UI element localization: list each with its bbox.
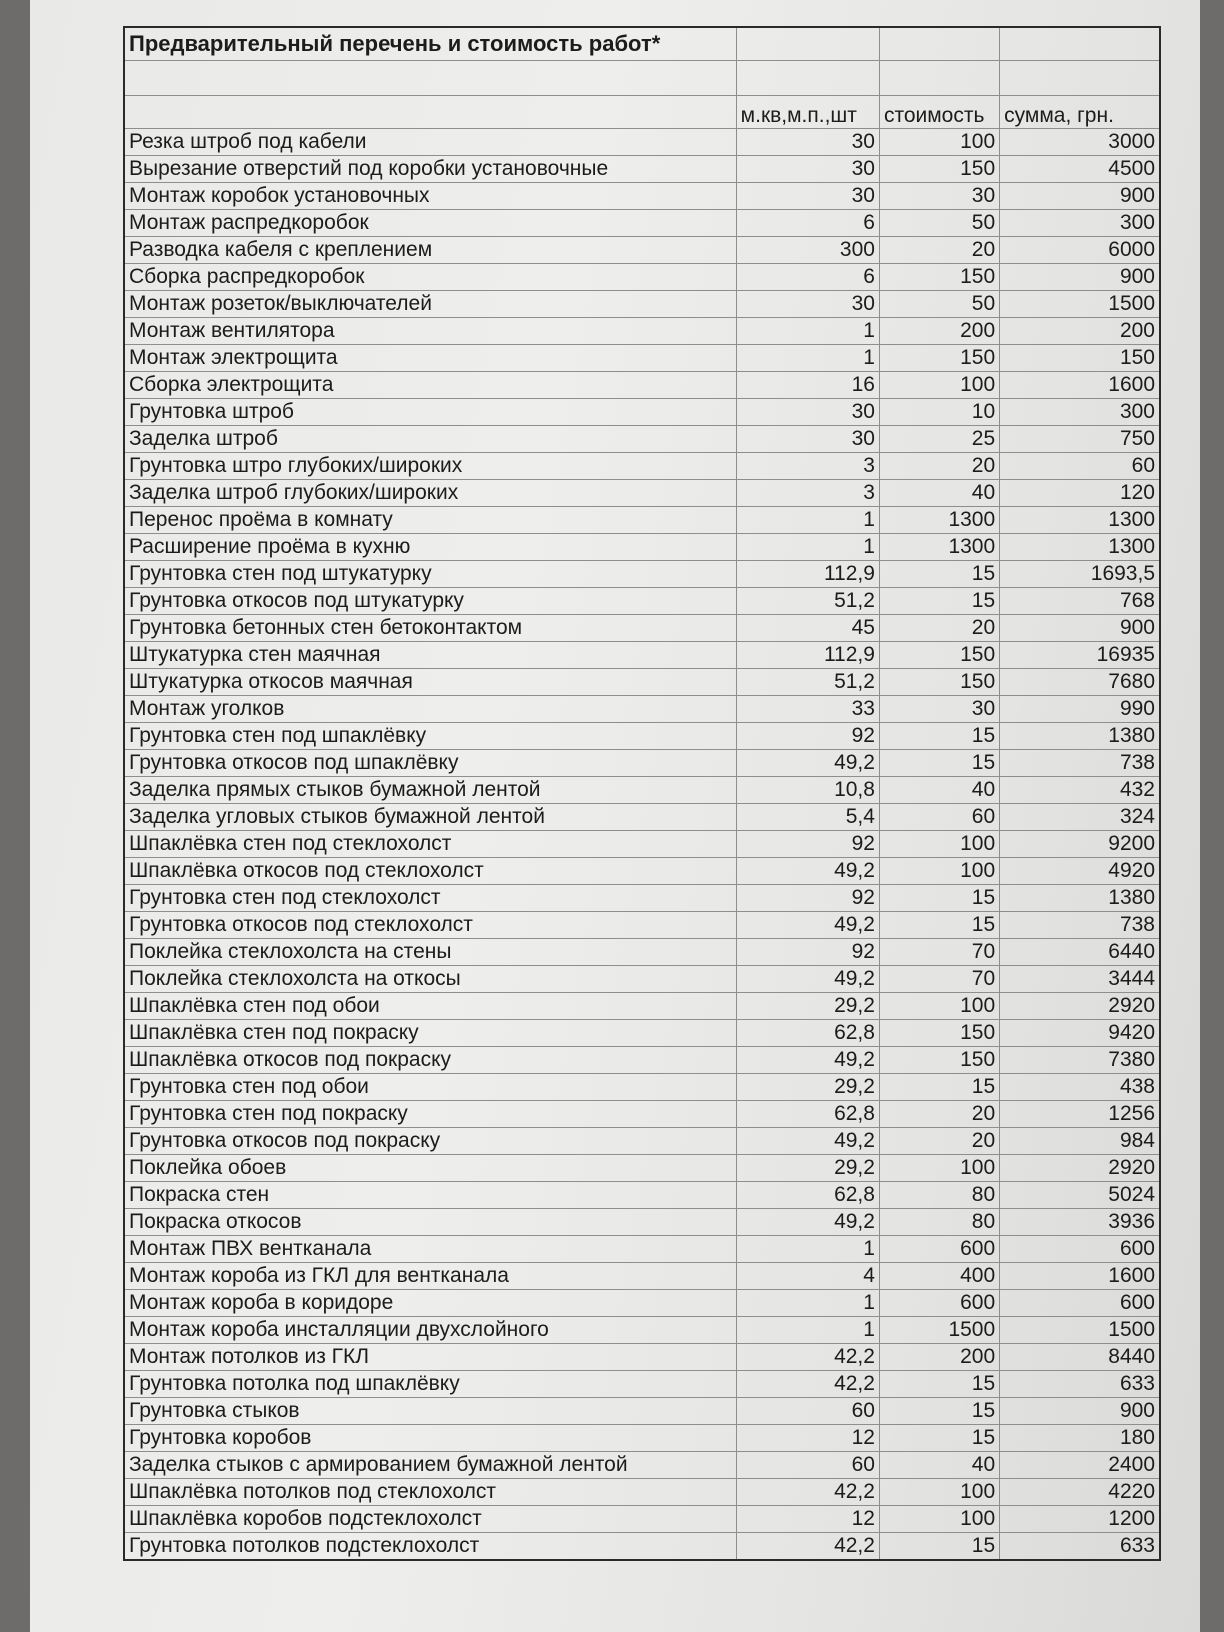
row-name-cell: Грунтовка стыков xyxy=(125,1398,736,1425)
row-sum-cell: 200 xyxy=(1000,318,1159,345)
spacer-row xyxy=(125,61,1159,96)
row-sum-cell: 1200 xyxy=(1000,1506,1159,1533)
table-row xyxy=(125,615,1159,642)
row-sum-cell: 633 xyxy=(1000,1533,1159,1560)
row-name-cell: Вырезание отверстий под коробки установочные xyxy=(125,156,736,183)
row-price-cell: 40 xyxy=(879,480,999,507)
empty-cell xyxy=(736,61,879,96)
column-header-name xyxy=(125,96,736,129)
row-name-cell: Грунтовка откосов под покраску xyxy=(125,1128,736,1155)
table-row xyxy=(125,183,1159,210)
row-qty-cell: 49,2 xyxy=(736,1209,879,1236)
row-price-cell: 100 xyxy=(879,1155,999,1182)
row-sum-cell: 2400 xyxy=(1000,1452,1159,1479)
table-row xyxy=(125,858,1159,885)
row-price-cell: 70 xyxy=(879,966,999,993)
row-qty-cell: 30 xyxy=(736,399,879,426)
table-row xyxy=(125,507,1159,534)
row-qty-cell: 6 xyxy=(736,264,879,291)
row-price-cell: 15 xyxy=(879,1533,999,1560)
row-sum-cell: 7380 xyxy=(1000,1047,1159,1074)
table-row xyxy=(125,750,1159,777)
row-name-cell: Покраска откосов xyxy=(125,1209,736,1236)
row-sum-cell: 9420 xyxy=(1000,1020,1159,1047)
row-qty-cell: 1 xyxy=(736,1317,879,1344)
row-sum-cell: 3444 xyxy=(1000,966,1159,993)
row-sum-cell: 1600 xyxy=(1000,372,1159,399)
row-qty-cell: 3 xyxy=(736,453,879,480)
row-name-cell: Заделка штроб глубоких/широких xyxy=(125,480,736,507)
row-price-cell: 15 xyxy=(879,750,999,777)
row-sum-cell: 1500 xyxy=(1000,291,1159,318)
row-sum-cell: 6440 xyxy=(1000,939,1159,966)
column-header-row xyxy=(125,96,1159,129)
row-sum-cell: 3000 xyxy=(1000,129,1159,156)
row-sum-cell: 324 xyxy=(1000,804,1159,831)
row-name-cell: Шпаклёвка стен под покраску xyxy=(125,1020,736,1047)
row-name-cell: Заделка угловых стыков бумажной лентой xyxy=(125,804,736,831)
row-sum-cell: 1256 xyxy=(1000,1101,1159,1128)
row-qty-cell: 92 xyxy=(736,939,879,966)
row-sum-cell: 1600 xyxy=(1000,1263,1159,1290)
row-price-cell: 150 xyxy=(879,1047,999,1074)
row-qty-cell: 12 xyxy=(736,1506,879,1533)
table-row xyxy=(125,1506,1159,1533)
row-qty-cell: 30 xyxy=(736,129,879,156)
row-name-cell: Заделка прямых стыков бумажной лентой xyxy=(125,777,736,804)
row-price-cell: 60 xyxy=(879,804,999,831)
row-name-cell: Грунтовка коробов xyxy=(125,1425,736,1452)
row-sum-cell: 2920 xyxy=(1000,1155,1159,1182)
row-price-cell: 15 xyxy=(879,1371,999,1398)
row-price-cell: 150 xyxy=(879,156,999,183)
column-header-qty: м.кв,м.п.,шт xyxy=(736,96,879,129)
row-qty-cell: 30 xyxy=(736,291,879,318)
empty-cell xyxy=(125,61,736,96)
row-price-cell: 40 xyxy=(879,777,999,804)
row-name-cell: Шпаклёвка откосов под покраску xyxy=(125,1047,736,1074)
row-price-cell: 150 xyxy=(879,642,999,669)
title-row xyxy=(125,28,1159,61)
price-list-table xyxy=(125,28,1159,1559)
row-price-cell: 15 xyxy=(879,561,999,588)
row-name-cell: Грунтовка стен под покраску xyxy=(125,1101,736,1128)
row-price-cell: 15 xyxy=(879,588,999,615)
row-sum-cell: 4920 xyxy=(1000,858,1159,885)
row-qty-cell: 5,4 xyxy=(736,804,879,831)
row-price-cell: 50 xyxy=(879,210,999,237)
row-sum-cell: 738 xyxy=(1000,912,1159,939)
row-price-cell: 20 xyxy=(879,615,999,642)
table-row xyxy=(125,534,1159,561)
row-sum-cell: 8440 xyxy=(1000,1344,1159,1371)
row-price-cell: 200 xyxy=(879,318,999,345)
table-row xyxy=(125,831,1159,858)
empty-cell xyxy=(879,28,999,61)
empty-cell xyxy=(1000,28,1159,61)
row-name-cell: Покраска стен xyxy=(125,1182,736,1209)
row-qty-cell: 60 xyxy=(736,1452,879,1479)
row-price-cell: 20 xyxy=(879,1101,999,1128)
table-row xyxy=(125,1236,1159,1263)
row-name-cell: Монтаж электрощита xyxy=(125,345,736,372)
table-row xyxy=(125,345,1159,372)
row-price-cell: 150 xyxy=(879,264,999,291)
table-row xyxy=(125,1398,1159,1425)
row-qty-cell: 6 xyxy=(736,210,879,237)
row-name-cell: Резка штроб под кабели xyxy=(125,129,736,156)
row-name-cell: Штукатурка откосов маячная xyxy=(125,669,736,696)
row-qty-cell: 30 xyxy=(736,156,879,183)
row-name-cell: Шпаклёвка откосов под стеклохолст xyxy=(125,858,736,885)
empty-cell xyxy=(879,61,999,96)
row-price-cell: 15 xyxy=(879,1425,999,1452)
row-name-cell: Монтаж коробок установочных xyxy=(125,183,736,210)
row-qty-cell: 29,2 xyxy=(736,1155,879,1182)
row-qty-cell: 49,2 xyxy=(736,966,879,993)
table-row xyxy=(125,669,1159,696)
row-name-cell: Разводка кабеля с креплением xyxy=(125,237,736,264)
row-sum-cell: 1300 xyxy=(1000,507,1159,534)
row-price-cell: 150 xyxy=(879,1020,999,1047)
row-qty-cell: 3 xyxy=(736,480,879,507)
row-name-cell: Расширение проёма в кухню xyxy=(125,534,736,561)
row-qty-cell: 92 xyxy=(736,723,879,750)
row-price-cell: 1500 xyxy=(879,1317,999,1344)
row-price-cell: 150 xyxy=(879,669,999,696)
row-sum-cell: 300 xyxy=(1000,210,1159,237)
row-name-cell: Шпаклёвка коробов подстеклохолст xyxy=(125,1506,736,1533)
table-row xyxy=(125,372,1159,399)
table-row xyxy=(125,1317,1159,1344)
row-sum-cell: 1693,5 xyxy=(1000,561,1159,588)
table-row xyxy=(125,264,1159,291)
row-name-cell: Грунтовка потолков подстеклохолст xyxy=(125,1533,736,1560)
row-price-cell: 20 xyxy=(879,453,999,480)
row-qty-cell: 112,9 xyxy=(736,561,879,588)
table-row xyxy=(125,1020,1159,1047)
row-name-cell: Заделка штроб xyxy=(125,426,736,453)
row-price-cell: 1300 xyxy=(879,534,999,561)
row-name-cell: Поклейка стеклохолста на стены xyxy=(125,939,736,966)
row-sum-cell: 900 xyxy=(1000,1398,1159,1425)
table-row xyxy=(125,696,1159,723)
row-price-cell: 15 xyxy=(879,912,999,939)
row-sum-cell: 900 xyxy=(1000,264,1159,291)
row-qty-cell: 1 xyxy=(736,1236,879,1263)
row-qty-cell: 92 xyxy=(736,831,879,858)
table-row xyxy=(125,912,1159,939)
row-sum-cell: 432 xyxy=(1000,777,1159,804)
row-price-cell: 20 xyxy=(879,237,999,264)
row-name-cell: Поклейка стеклохолста на откосы xyxy=(125,966,736,993)
row-qty-cell: 49,2 xyxy=(736,1047,879,1074)
row-sum-cell: 990 xyxy=(1000,696,1159,723)
row-price-cell: 15 xyxy=(879,723,999,750)
row-sum-cell: 7680 xyxy=(1000,669,1159,696)
row-price-cell: 80 xyxy=(879,1182,999,1209)
table-row xyxy=(125,1533,1159,1560)
row-name-cell: Сборка распредкоробок xyxy=(125,264,736,291)
table-title: Предварительный перечень и стоимость работ* xyxy=(129,31,661,56)
table-row xyxy=(125,1074,1159,1101)
table-row xyxy=(125,966,1159,993)
row-sum-cell: 750 xyxy=(1000,426,1159,453)
table-row xyxy=(125,642,1159,669)
row-price-cell: 20 xyxy=(879,1128,999,1155)
row-qty-cell: 112,9 xyxy=(736,642,879,669)
row-price-cell: 100 xyxy=(879,1506,999,1533)
row-price-cell: 80 xyxy=(879,1209,999,1236)
row-qty-cell: 62,8 xyxy=(736,1182,879,1209)
row-price-cell: 100 xyxy=(879,129,999,156)
table-row xyxy=(125,210,1159,237)
row-qty-cell: 49,2 xyxy=(736,912,879,939)
row-qty-cell: 45 xyxy=(736,615,879,642)
table-row xyxy=(125,777,1159,804)
row-price-cell: 40 xyxy=(879,1452,999,1479)
table-row xyxy=(125,1209,1159,1236)
row-price-cell: 70 xyxy=(879,939,999,966)
row-qty-cell: 33 xyxy=(736,696,879,723)
table-row xyxy=(125,1155,1159,1182)
row-qty-cell: 42,2 xyxy=(736,1479,879,1506)
table-row xyxy=(125,723,1159,750)
row-sum-cell: 600 xyxy=(1000,1290,1159,1317)
table-row xyxy=(125,885,1159,912)
row-qty-cell: 49,2 xyxy=(736,750,879,777)
row-sum-cell: 180 xyxy=(1000,1425,1159,1452)
row-qty-cell: 92 xyxy=(736,885,879,912)
table-row xyxy=(125,156,1159,183)
row-sum-cell: 438 xyxy=(1000,1074,1159,1101)
table-row xyxy=(125,1101,1159,1128)
row-name-cell: Грунтовка откосов под стеклохолст xyxy=(125,912,736,939)
row-name-cell: Грунтовка стен под обои xyxy=(125,1074,736,1101)
row-qty-cell: 1 xyxy=(736,1290,879,1317)
row-sum-cell: 2920 xyxy=(1000,993,1159,1020)
row-name-cell: Грунтовка бетонных стен бетоконтактом xyxy=(125,615,736,642)
table-row xyxy=(125,804,1159,831)
table-row xyxy=(125,1344,1159,1371)
table-row xyxy=(125,237,1159,264)
row-sum-cell: 900 xyxy=(1000,183,1159,210)
table-row xyxy=(125,1452,1159,1479)
row-sum-cell: 4220 xyxy=(1000,1479,1159,1506)
row-name-cell: Грунтовка штроб xyxy=(125,399,736,426)
row-name-cell: Монтаж потолков из ГКЛ xyxy=(125,1344,736,1371)
row-price-cell: 15 xyxy=(879,885,999,912)
price-list-table-frame xyxy=(123,26,1161,1561)
table-row xyxy=(125,1263,1159,1290)
row-name-cell: Монтаж короба в коридоре xyxy=(125,1290,736,1317)
row-sum-cell: 4500 xyxy=(1000,156,1159,183)
row-qty-cell: 29,2 xyxy=(736,993,879,1020)
table-row xyxy=(125,318,1159,345)
row-name-cell: Грунтовка стен под штукатурку xyxy=(125,561,736,588)
row-price-cell: 1300 xyxy=(879,507,999,534)
row-name-cell: Перенос проёма в комнату xyxy=(125,507,736,534)
row-qty-cell: 1 xyxy=(736,345,879,372)
row-sum-cell: 633 xyxy=(1000,1371,1159,1398)
row-qty-cell: 12 xyxy=(736,1425,879,1452)
table-row xyxy=(125,561,1159,588)
row-sum-cell: 3936 xyxy=(1000,1209,1159,1236)
row-sum-cell: 984 xyxy=(1000,1128,1159,1155)
row-sum-cell: 768 xyxy=(1000,588,1159,615)
row-name-cell: Монтаж распредкоробок xyxy=(125,210,736,237)
table-row xyxy=(125,1290,1159,1317)
row-price-cell: 100 xyxy=(879,831,999,858)
table-row xyxy=(125,480,1159,507)
row-name-cell: Шпаклёвка стен под стеклохолст xyxy=(125,831,736,858)
row-sum-cell: 120 xyxy=(1000,480,1159,507)
row-name-cell: Штукатурка стен маячная xyxy=(125,642,736,669)
row-price-cell: 100 xyxy=(879,993,999,1020)
row-qty-cell: 10,8 xyxy=(736,777,879,804)
row-qty-cell: 49,2 xyxy=(736,858,879,885)
table-row xyxy=(125,993,1159,1020)
row-name-cell: Шпаклёвка стен под обои xyxy=(125,993,736,1020)
row-name-cell: Грунтовка откосов под штукатурку xyxy=(125,588,736,615)
row-qty-cell: 30 xyxy=(736,183,879,210)
empty-cell xyxy=(1000,61,1159,96)
row-name-cell: Монтаж короба из ГКЛ для вентканала xyxy=(125,1263,736,1290)
row-sum-cell: 9200 xyxy=(1000,831,1159,858)
row-qty-cell: 51,2 xyxy=(736,669,879,696)
row-qty-cell: 49,2 xyxy=(736,1128,879,1155)
row-name-cell: Грунтовка потолка под шпаклёвку xyxy=(125,1371,736,1398)
row-qty-cell: 42,2 xyxy=(736,1344,879,1371)
row-name-cell: Монтаж розеток/выключателей xyxy=(125,291,736,318)
column-header-sum: сумма, грн. xyxy=(1000,96,1159,129)
column-header-price: стоимость xyxy=(879,96,999,129)
row-sum-cell: 900 xyxy=(1000,615,1159,642)
row-sum-cell: 300 xyxy=(1000,399,1159,426)
row-price-cell: 10 xyxy=(879,399,999,426)
row-qty-cell: 1 xyxy=(736,534,879,561)
row-name-cell: Монтаж ПВХ вентканала xyxy=(125,1236,736,1263)
row-qty-cell: 51,2 xyxy=(736,588,879,615)
row-sum-cell: 738 xyxy=(1000,750,1159,777)
table-row xyxy=(125,129,1159,156)
table-row xyxy=(125,1425,1159,1452)
row-name-cell: Монтаж короба инсталляции двухслойного xyxy=(125,1317,736,1344)
row-sum-cell: 600 xyxy=(1000,1236,1159,1263)
row-name-cell: Грунтовка стен под шпаклёвку xyxy=(125,723,736,750)
row-name-cell: Грунтовка штро глубоких/широких xyxy=(125,453,736,480)
row-sum-cell: 6000 xyxy=(1000,237,1159,264)
row-price-cell: 200 xyxy=(879,1344,999,1371)
row-name-cell: Поклейка обоев xyxy=(125,1155,736,1182)
row-price-cell: 15 xyxy=(879,1398,999,1425)
table-row xyxy=(125,1479,1159,1506)
table-row xyxy=(125,291,1159,318)
empty-cell xyxy=(736,28,879,61)
table-row xyxy=(125,399,1159,426)
row-name-cell: Монтаж вентилятора xyxy=(125,318,736,345)
row-name-cell: Грунтовка стен под стеклохолст xyxy=(125,885,736,912)
row-qty-cell: 30 xyxy=(736,426,879,453)
row-qty-cell: 62,8 xyxy=(736,1020,879,1047)
table-body xyxy=(125,129,1159,1560)
row-qty-cell: 29,2 xyxy=(736,1074,879,1101)
row-price-cell: 150 xyxy=(879,345,999,372)
row-price-cell: 50 xyxy=(879,291,999,318)
row-price-cell: 30 xyxy=(879,696,999,723)
row-price-cell: 15 xyxy=(879,1074,999,1101)
paper-sheet xyxy=(30,0,1200,1632)
row-qty-cell: 60 xyxy=(736,1398,879,1425)
row-sum-cell: 5024 xyxy=(1000,1182,1159,1209)
table-row xyxy=(125,426,1159,453)
row-sum-cell: 150 xyxy=(1000,345,1159,372)
table-row xyxy=(125,588,1159,615)
table-row xyxy=(125,453,1159,480)
row-name-cell: Монтаж уголков xyxy=(125,696,736,723)
row-qty-cell: 16 xyxy=(736,372,879,399)
row-qty-cell: 42,2 xyxy=(736,1371,879,1398)
row-sum-cell: 1380 xyxy=(1000,885,1159,912)
row-sum-cell: 60 xyxy=(1000,453,1159,480)
row-sum-cell: 16935 xyxy=(1000,642,1159,669)
table-row xyxy=(125,1047,1159,1074)
row-name-cell: Сборка электрощита xyxy=(125,372,736,399)
row-qty-cell: 1 xyxy=(736,318,879,345)
row-qty-cell: 1 xyxy=(736,507,879,534)
row-qty-cell: 4 xyxy=(736,1263,879,1290)
row-qty-cell: 300 xyxy=(736,237,879,264)
row-name-cell: Шпаклёвка потолков под стеклохолст xyxy=(125,1479,736,1506)
row-price-cell: 100 xyxy=(879,372,999,399)
table-row xyxy=(125,1371,1159,1398)
row-name-cell: Грунтовка откосов под шпаклёвку xyxy=(125,750,736,777)
row-price-cell: 400 xyxy=(879,1263,999,1290)
row-price-cell: 100 xyxy=(879,1479,999,1506)
row-sum-cell: 1380 xyxy=(1000,723,1159,750)
row-price-cell: 30 xyxy=(879,183,999,210)
table-row xyxy=(125,1128,1159,1155)
row-price-cell: 600 xyxy=(879,1236,999,1263)
row-qty-cell: 42,2 xyxy=(736,1533,879,1560)
table-row xyxy=(125,939,1159,966)
row-price-cell: 25 xyxy=(879,426,999,453)
row-price-cell: 600 xyxy=(879,1290,999,1317)
row-qty-cell: 62,8 xyxy=(736,1101,879,1128)
row-price-cell: 100 xyxy=(879,858,999,885)
row-sum-cell: 1300 xyxy=(1000,534,1159,561)
table-row xyxy=(125,1182,1159,1209)
row-name-cell: Заделка стыков с армированием бумажной лентой xyxy=(125,1452,736,1479)
row-sum-cell: 1500 xyxy=(1000,1317,1159,1344)
